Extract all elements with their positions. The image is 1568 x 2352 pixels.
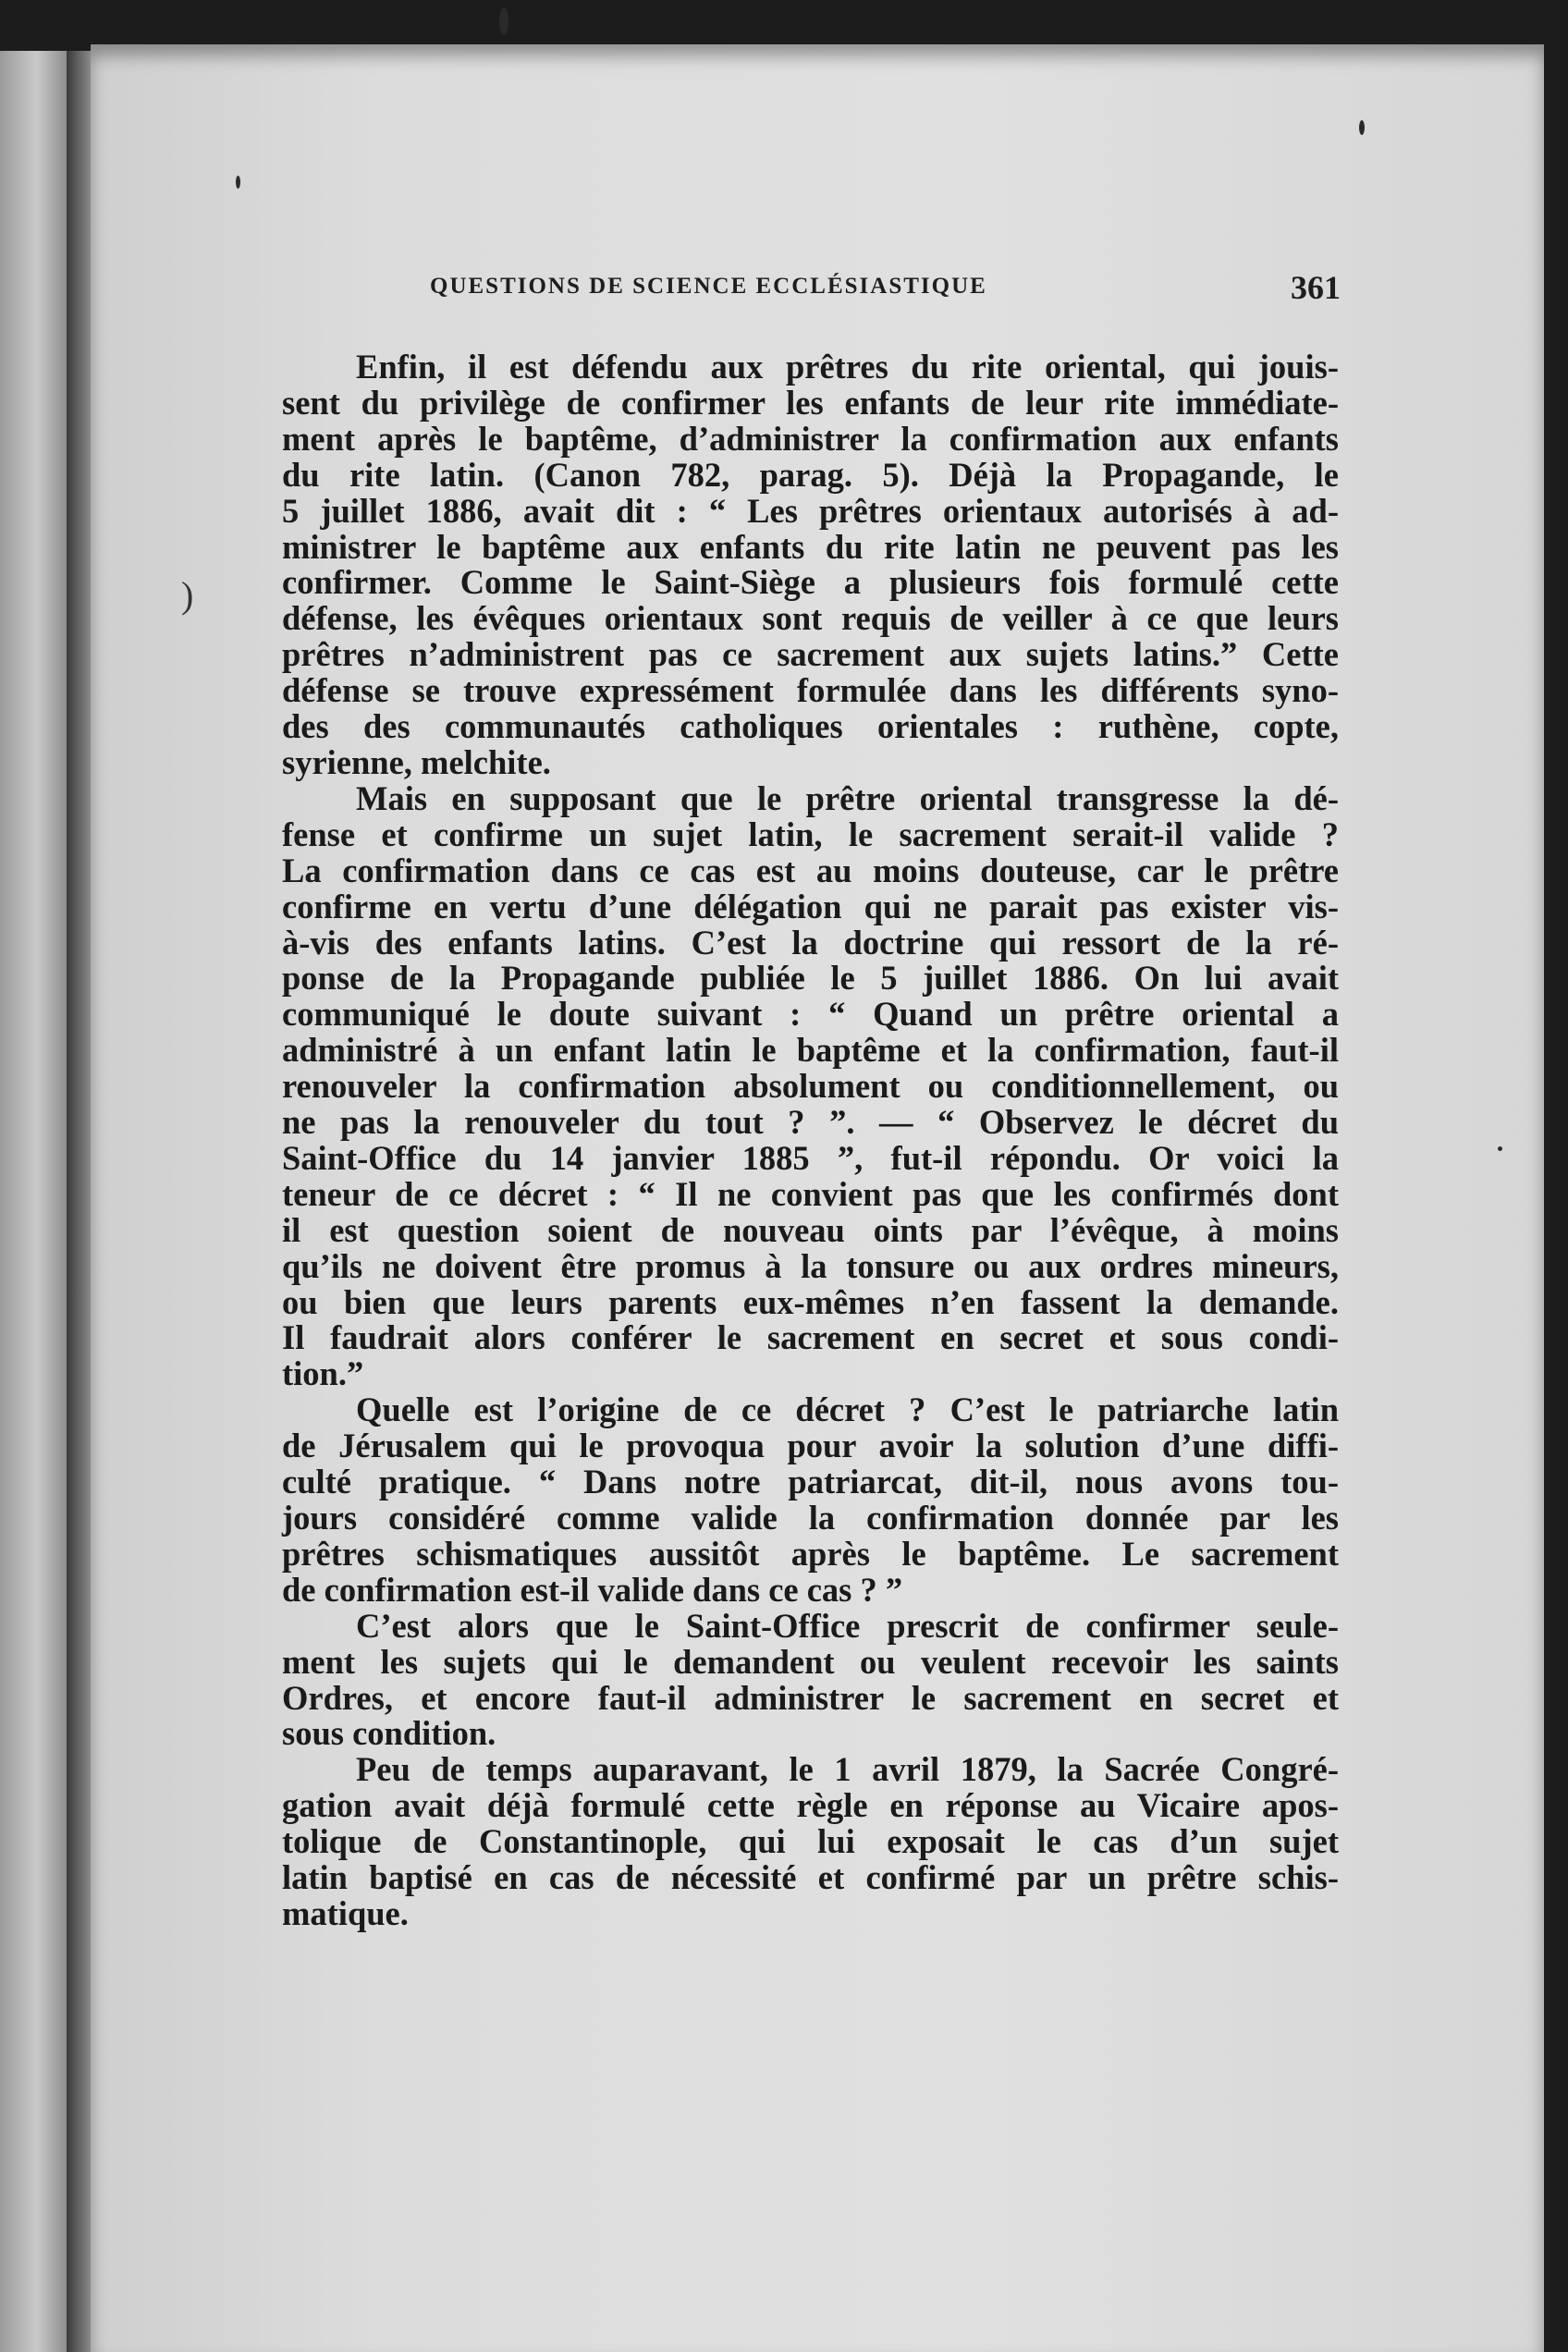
text-line: sent du privilège de confirmer les enfants de leur rite immédiate- <box>282 383 1339 422</box>
text-line: 5 juillet 1886, avait dit : “ Les prêtres orientaux autorisés à ad- <box>282 491 1339 530</box>
text-line: des des communautés catholiques orientales : ruthène, copte, <box>282 707 1339 746</box>
text-line: matique. <box>282 1893 409 1932</box>
text-line: tolique de Constantinople, qui lui exposait le cas d’un sujet <box>282 1822 1339 1861</box>
text-line: renouveler la confirmation absolument ou conditionnellement, ou <box>282 1067 1339 1106</box>
paragraph <box>282 1392 1339 1608</box>
text-line: de confirmation est-il valide dans ce cas ? ” <box>282 1570 903 1609</box>
text-line: sous condition. <box>282 1714 496 1753</box>
text-line: Peu de temps auparavant, le 1 avril 1879, la Sacrée Congré- <box>356 1750 1339 1789</box>
body-text <box>282 349 1339 1932</box>
text-line: confirmer. Comme le Saint-Siège a plusieurs fois formulé cette <box>282 563 1339 602</box>
text-line: ment après le baptême, d’administrer la confirmation aux enfants <box>282 419 1339 458</box>
text-line: fense et confirme un sujet latin, le sacrement serait-il valide ? <box>282 815 1339 853</box>
margin-mark: ) <box>181 574 194 616</box>
text-line: communiqué le doute suivant : “ Quand un prêtre oriental a <box>282 995 1339 1034</box>
text-line: du rite latin. (Canon 782, parag. 5). Déjà la Propagande, le <box>282 455 1339 494</box>
text-line: ponse de la Propagande publiée le 5 juillet 1886. On lui avait <box>282 959 1339 998</box>
text-line: prêtres n’administrent pas ce sacrement aux sujets latins.” Cette <box>282 635 1339 674</box>
running-head <box>194 268 1341 305</box>
text-line: La confirmation dans ce cas est au moins douteuse, car le prêtre <box>282 851 1339 889</box>
text-line: Enfin, il est défendu aux prêtres du rite oriental, qui jouis- <box>356 348 1339 386</box>
text-line: de Jérusalem qui le provoqua pour avoir la solution d’une diffi- <box>282 1427 1339 1465</box>
text-line: ou bien que leurs parents eux-mêmes n’en fassent la demande. <box>282 1282 1339 1321</box>
text-line: qu’ils ne doivent être promus à la tonsure ou aux ordres mineurs, <box>282 1246 1339 1285</box>
running-title: QUESTIONS DE SCIENCE ECCLÉSIASTIQUE <box>430 274 987 299</box>
text-line: Quelle est l’origine de ce décret ? C’est le patriarche latin <box>356 1390 1339 1429</box>
facing-page-edge <box>0 51 67 2352</box>
text-line: Ordres, et encore faut-il administrer le sacrement en secret et <box>282 1678 1339 1717</box>
text-line: défense se trouve expressément formulée dans les différents syno- <box>282 671 1339 710</box>
ink-speck <box>1359 120 1365 135</box>
text-line: syrienne, melchite. <box>282 742 551 781</box>
text-line: défense, les évêques orientaux sont requis de veiller à ce que leurs <box>282 599 1339 638</box>
text-line: Mais en supposant que le prêtre oriental transgresse la dé- <box>356 778 1339 817</box>
text-line: confirme en vertu d’une délégation qui ne parait pas exister vis- <box>282 887 1339 925</box>
text-line: administré à un enfant latin le baptême et la confirmation, faut-il <box>282 1031 1339 1070</box>
paragraph <box>282 349 1339 781</box>
text-line: teneur de ce décret : “ Il ne convient pas que les confirmés dont <box>282 1174 1339 1213</box>
text-line: prêtres schismatiques aussitôt après le baptême. Le sacrement <box>282 1534 1339 1573</box>
ink-speck <box>499 7 508 35</box>
text-line: C’est alors que le Saint-Office prescrit de confirmer seule- <box>356 1606 1339 1645</box>
text-line: Saint-Office du 14 janvier 1885 ”, fut-il répondu. Or voici la <box>282 1138 1339 1177</box>
ink-speck <box>1498 1146 1502 1151</box>
paragraph <box>282 778 1339 1393</box>
text-line: ment les sujets qui le demandent ou veulent recevoir les saints <box>282 1642 1339 1681</box>
text-line: latin baptisé en cas de nécessité et confirmé par un prêtre schis- <box>282 1858 1339 1897</box>
text-line: à-vis des enfants latins. C’est la doctrine qui ressort de la ré- <box>282 923 1339 962</box>
text-line: gation avait déjà formulé cette règle en réponse au Vicaire apos- <box>282 1786 1339 1825</box>
text-line: il est question soient de nouveau oints par l’évêque, à moins <box>282 1210 1339 1249</box>
text-line: tion.” <box>282 1354 364 1393</box>
paragraph <box>282 1606 1339 1753</box>
book-gutter <box>67 51 91 2352</box>
page-number: 361 <box>1291 269 1341 306</box>
text-line: culté pratique. “ Dans notre patriarcat, dit-il, nous avons tou- <box>282 1463 1339 1501</box>
paragraph <box>282 1752 1339 1932</box>
ink-speck <box>236 176 240 189</box>
text-line: jours considéré comme valide la confirmation donnée par les <box>282 1499 1339 1537</box>
text-line: Il faudrait alors conférer le sacrement en secret et sous condi- <box>282 1318 1339 1357</box>
text-line: ne pas la renouveler du tout ? ”. — “ Observez le décret du <box>282 1103 1339 1142</box>
text-line: ministrer le baptême aux enfants du rite latin ne peuvent pas les <box>282 527 1339 566</box>
